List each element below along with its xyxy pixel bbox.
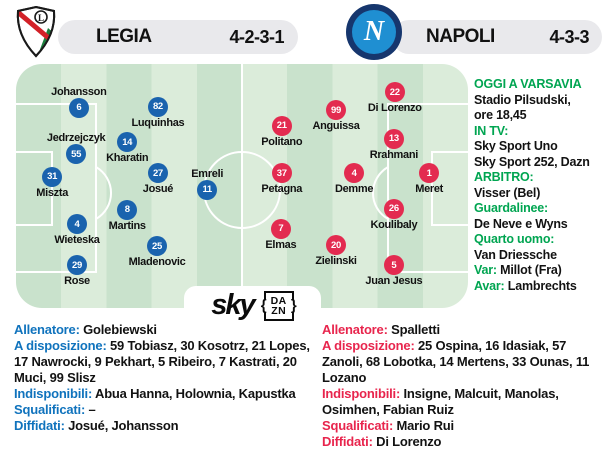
match-info-line [474, 248, 606, 264]
info-label: Var: [474, 263, 497, 277]
player-home [54, 214, 100, 247]
player-name: Miszta [36, 186, 69, 199]
dazn-logo [260, 291, 297, 321]
player-away [315, 235, 357, 268]
roster-line [322, 418, 602, 434]
player-number: 20 [326, 235, 346, 255]
roster-line [14, 386, 310, 402]
info-value: Sky Sport Uno [474, 139, 558, 153]
roster-line [14, 402, 310, 418]
roster-label: A disposizione: [14, 338, 107, 353]
player-name: Demme [334, 183, 374, 196]
home-team-name: LEGIA [96, 26, 152, 47]
player-home [191, 167, 224, 200]
roster-label: Indisponibili: [322, 386, 401, 401]
info-value: Visser (Bel) [474, 185, 541, 200]
match-info-line [474, 155, 606, 171]
away-team-formation: 4-3-3 [549, 26, 589, 47]
player-home [51, 85, 107, 118]
dazn-brace-right: } [290, 297, 297, 314]
legia-crest-letter: L [37, 13, 45, 23]
player-name: Koulibaly [370, 218, 418, 231]
player-home [128, 236, 186, 269]
player-name: Johansson [51, 85, 107, 98]
player-name: Kharatin [106, 152, 149, 165]
away-team-header [392, 20, 602, 54]
info-value: Sky Sport 252, Dazn [474, 154, 590, 169]
away-roster-panel [322, 322, 602, 450]
player-away [415, 163, 444, 196]
player-number: 7 [271, 219, 291, 239]
home-team-formation: 4-2-3-1 [229, 26, 284, 47]
player-name: Zielinski [315, 255, 357, 268]
player-name: Politano [261, 135, 303, 148]
player-home [106, 132, 149, 165]
player-number: 82 [148, 97, 168, 117]
info-value: De Neve e Wyns [474, 216, 568, 231]
player-number: 22 [385, 82, 405, 102]
roster-line [322, 386, 602, 418]
match-info-line [474, 201, 606, 217]
info-value: Lambrechts [507, 278, 577, 293]
roster-line [322, 322, 602, 338]
roster-label: Allenatore: [14, 322, 80, 337]
player-home [142, 163, 174, 196]
napoli-crest-icon [346, 4, 402, 60]
roster-line [14, 418, 310, 434]
player-number: 37 [272, 163, 292, 183]
roster-line [322, 338, 602, 386]
player-number: 26 [384, 199, 404, 219]
roster-value: Mario Rui [393, 418, 454, 433]
roster-value: 59 Tobiasz, 30 Kosotrz, 21 Lopes, 17 Nawrocki, 9 Pekhart, 5 Ribeiro, 7 Kastrati, 20 Muci, 99 Slisz [14, 338, 310, 385]
broadcaster-badge [184, 286, 321, 326]
player-number: 4 [344, 163, 364, 183]
info-value: ore 18,45 [474, 108, 527, 122]
roster-label: Squalificati: [14, 402, 86, 417]
player-away [365, 255, 423, 288]
match-info-line [474, 77, 606, 93]
match-info-panel [474, 77, 606, 294]
roster-value: Spalletti [387, 322, 440, 337]
info-value: Millot (Fra) [500, 263, 562, 277]
roster-value: – [85, 402, 96, 417]
match-info-line [474, 232, 606, 248]
player-number: 99 [326, 100, 346, 120]
player-number: 8 [117, 200, 137, 220]
player-name: Anguissa [312, 120, 360, 133]
home-team-header [58, 20, 298, 54]
player-home [46, 132, 106, 164]
player-name: Juan Jesus [365, 275, 423, 288]
player-number: 31 [42, 167, 62, 187]
player-name: Mladenovic [128, 256, 186, 269]
player-away [370, 199, 418, 231]
player-away [312, 100, 360, 133]
match-info-line [474, 108, 606, 124]
player-home [108, 200, 146, 232]
info-label: Avar: [474, 278, 505, 293]
info-label: Quarto uomo: [474, 232, 555, 246]
player-name: Rose [64, 275, 90, 288]
player-number: 11 [197, 180, 217, 200]
info-label: ARBITRO: [474, 170, 534, 184]
player-name: Emreli [191, 167, 224, 180]
roster-label: Diffidati: [322, 434, 373, 449]
match-info-line [474, 263, 606, 279]
roster-value: Di Lorenzo [372, 434, 442, 449]
player-name: Meret [415, 183, 444, 196]
roster-line [14, 338, 310, 386]
roster-value: Josué, Johansson [64, 418, 179, 433]
player-number: 4 [67, 214, 87, 234]
pitch [16, 64, 468, 308]
roster-label: Indisponibili: [14, 386, 93, 401]
player-number: 5 [384, 255, 404, 275]
player-name: Martins [108, 219, 146, 232]
roster-value: 25 Ospina, 16 Idasiak, 57 Zanoli, 68 Lobotka, 14 Mertens, 33 Ounas, 11 Lozano [322, 338, 590, 385]
roster-value: Golebiewski [79, 322, 157, 337]
player-away [261, 116, 303, 148]
info-label: OGGI A VARSAVIA [474, 77, 582, 91]
player-number: 1 [419, 163, 439, 183]
dazn-logo-bottom: ZN [271, 305, 287, 317]
player-home [64, 255, 90, 288]
player-number: 29 [67, 255, 87, 275]
dazn-logo-top: DA [270, 295, 287, 307]
match-info-line [474, 139, 606, 155]
player-number: 13 [384, 129, 404, 149]
player-number: 6 [69, 98, 89, 118]
info-label: Guardalinee: [474, 201, 549, 215]
player-home [131, 97, 185, 129]
player-number: 27 [148, 163, 168, 183]
match-info-line [474, 279, 606, 295]
player-name: Rrahmani [369, 148, 419, 161]
player-name: Wieteska [54, 234, 100, 247]
player-number: 21 [272, 116, 292, 136]
player-away [367, 82, 422, 115]
roster-value: Insigne, Malcuit, Manolas, Osimhen, Fabian Ruiz [322, 386, 559, 417]
player-number: 55 [66, 144, 86, 164]
roster-value: Abua Hanna, Holownia, Kapustka [92, 386, 296, 401]
player-away [261, 163, 303, 196]
player-name: Di Lorenzo [367, 102, 422, 115]
roster-label: Allenatore: [322, 322, 388, 337]
player-number: 14 [117, 132, 137, 152]
match-info-line [474, 217, 606, 233]
info-value: Van Driessche [474, 247, 557, 262]
player-name: Josué [142, 183, 174, 196]
match-info-line [474, 93, 606, 109]
home-roster-panel [14, 322, 310, 434]
player-away [334, 163, 374, 196]
roster-label: Diffidati: [14, 418, 65, 433]
napoli-crest-letter: N [352, 10, 396, 54]
roster-label: A disposizione: [322, 338, 415, 353]
player-home [36, 167, 69, 199]
dazn-brace-left: { [260, 297, 267, 314]
match-info-line [474, 124, 606, 140]
sky-logo: sky [211, 288, 254, 321]
roster-line [322, 434, 602, 450]
player-away [369, 129, 419, 161]
player-name: Petagna [261, 183, 303, 196]
info-value: Stadio Pilsudski, [474, 92, 571, 107]
info-label: IN TV: [474, 123, 509, 138]
player-name: Elmas [265, 238, 297, 251]
player-away [265, 219, 297, 251]
roster-label: Squalificati: [322, 418, 394, 433]
match-info-line [474, 186, 606, 202]
legia-crest-icon [8, 4, 64, 60]
away-team-name: NAPOLI [426, 26, 495, 47]
player-name: Luquinhas [131, 116, 185, 129]
player-number: 25 [147, 236, 167, 256]
player-name: Jedrzejczyk [46, 132, 106, 145]
match-info-line [474, 170, 606, 186]
